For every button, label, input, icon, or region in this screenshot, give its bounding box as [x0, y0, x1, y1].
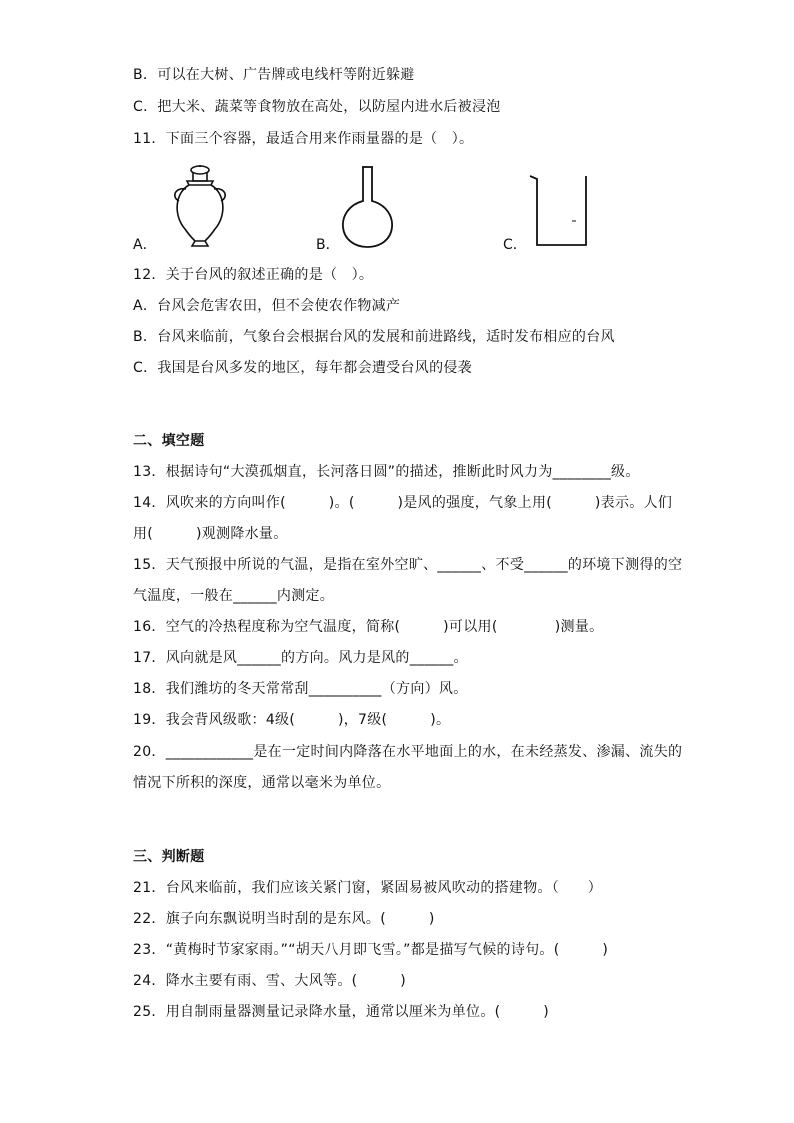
q13: 13．根据诗句“大漠孤烟直，长河落日圆”的描述，推断此时风力为________级。	[133, 464, 640, 480]
q14-line1: 14．风吹来的方向叫作( )。( )是风的强度，气象上用( )表示。人们	[133, 495, 673, 511]
q19: 19．我会背风级歌：4级( )，7级( )。	[133, 712, 451, 728]
q12-stem: 12．关于台风的叙述正确的是（ ）。	[133, 267, 374, 283]
q10-option-b: B．可以在大树、广告牌或电线杆等附近躲避	[133, 67, 415, 83]
q11-stem: 11．下面三个容器，最适合用来作雨量器的是（ ）。	[133, 131, 474, 147]
q12-option-a: A．台风会危害农田，但不会使农作物减产	[133, 298, 401, 314]
q24: 24．降水主要有雨、雪、大风等。( )	[133, 973, 407, 989]
q14-line2: 用( )观测降水量。	[133, 526, 288, 542]
q10-option-c: C．把大米、蔬菜等食物放在高处，以防屋内进水后被浸泡	[133, 99, 501, 115]
q21: 21．台风来临前，我们应该关紧门窗，紧固易被风吹动的搭建物。（ ）	[133, 880, 603, 896]
q17: 17．风向就是风______的方向。风力是风的______。	[133, 650, 468, 666]
section3-title: 三、判断题	[133, 849, 205, 865]
q20-line2: 情况下所积的深度，通常以毫米为单位。	[133, 775, 391, 791]
q20-line1: 20．____________是在一定时间内降落在水平地面上的水，在未经蒸发、渗漏、流失的	[133, 744, 683, 760]
q11-option-c-label: C．	[503, 237, 527, 253]
q18: 18．我们潍坊的冬天常常刮__________（方向）风。	[133, 681, 468, 697]
q25: 25．用自制雨量器测量记录降水量，通常以厘米为单位。( )	[133, 1004, 550, 1020]
beaker-icon	[528, 173, 590, 247]
q22: 22．旗子向东飘说明当时刮的是东风。( )	[133, 911, 435, 927]
round-bottom-flask-icon	[340, 165, 395, 249]
q15-line2: 气温度，一般在______内测定。	[133, 588, 335, 604]
q11-option-b-label: B．	[316, 237, 340, 253]
section2-title: 二、填空题	[133, 433, 205, 449]
q12-option-b: B．台风来临前，气象台会根据台风的发展和前进路线，适时发布相应的台风	[133, 329, 615, 345]
amphora-vase-icon	[165, 163, 235, 249]
q11-option-a-label: A．	[133, 237, 157, 253]
q16: 16．空气的冷热程度称为空气温度，简称( )可以用( )测量。	[133, 619, 604, 635]
q15-line1: 15．天气预报中所说的气温，是指在室外空旷、______、不受______的环境下测得的空	[133, 557, 683, 573]
q12-option-c: C．我国是台风多发的地区，每年都会遭受台风的侵袭	[133, 360, 472, 376]
q23: 23．“黄梅时节家家雨。”“胡天八月即飞雪。”都是描写气候的诗句。( )	[133, 942, 609, 958]
